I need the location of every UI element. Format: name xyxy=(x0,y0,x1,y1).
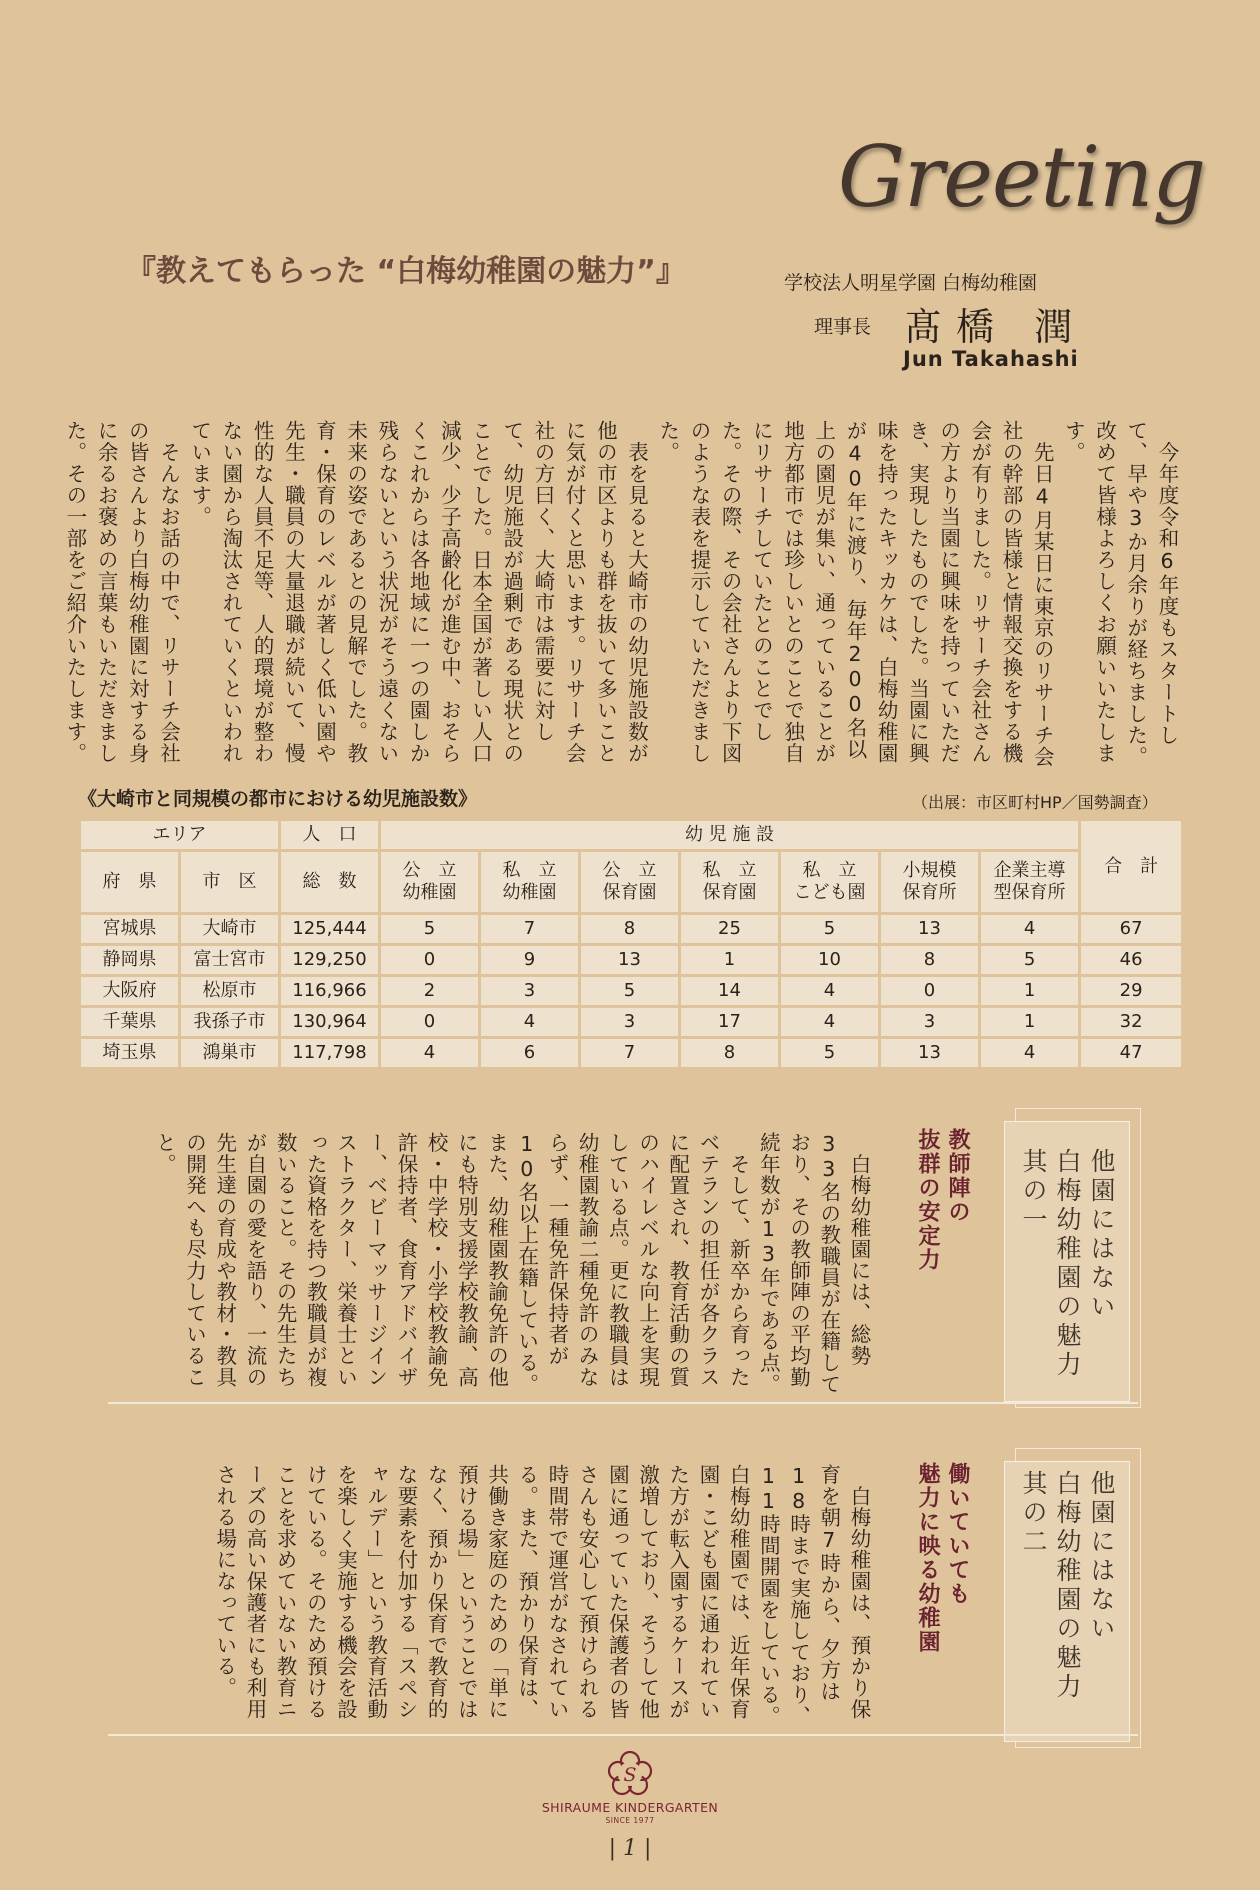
cell-total: 29 xyxy=(1080,976,1183,1007)
cell-value: 5 xyxy=(980,945,1080,976)
cell-value: 10 xyxy=(780,945,880,976)
header-col: 小規模 保育所 xyxy=(880,851,980,914)
header-col: 企業主導 型保育所 xyxy=(980,851,1080,914)
cell-value: 4 xyxy=(980,1038,1080,1069)
cell-prefecture: 大阪府 xyxy=(80,976,180,1007)
greeting-body xyxy=(62,420,1182,780)
cell-value: 5 xyxy=(780,914,880,945)
cell-value: 1 xyxy=(680,945,780,976)
cell-total: 46 xyxy=(1080,945,1183,976)
cell-value: 0 xyxy=(880,976,980,1007)
cell-city: 富士宮市 xyxy=(180,945,280,976)
cell-value: 8 xyxy=(880,945,980,976)
cell-prefecture: 宮城県 xyxy=(80,914,180,945)
cell-city: 松原市 xyxy=(180,976,280,1007)
cell-value: 0 xyxy=(380,945,480,976)
body-paragraph: 表を見ると大崎市の幼児施設数が他の市区よりも群を抜いて多いことに気が付くと思います。リサーチ会社の方曰く、大崎市は需要に対して、幼児施設が過剰である現状とのことでした。日本全国が著しい人口減少、少子高齢化が進む中、おそらくこれからは各地域に一つの園しか残らないという状況がそう遠くない未来の姿であるとの見解でした。教育・保育のレベルが著しく低い園や先生・職員の大量退職が続いて、慢性的な人員不足等、人的環境が整わない園から淘汰されていくといわれています。 xyxy=(187,420,649,764)
cell-value: 13 xyxy=(880,1038,980,1069)
cell-value: 4 xyxy=(380,1038,480,1069)
author-name: 髙橋 潤 xyxy=(904,305,1087,349)
cell-city: 鴻巣市 xyxy=(180,1038,280,1069)
cell-population: 117,798 xyxy=(280,1038,380,1069)
table-row xyxy=(80,1038,1183,1069)
header-city: 市 区 xyxy=(180,851,280,914)
cell-prefecture: 静岡県 xyxy=(80,945,180,976)
cell-value: 4 xyxy=(980,914,1080,945)
cell-value: 4 xyxy=(780,1007,880,1038)
table-row xyxy=(80,914,1183,945)
cell-city: 我孫子市 xyxy=(180,1007,280,1038)
cell-value: 1 xyxy=(980,976,1080,1007)
cell-value: 8 xyxy=(680,1038,780,1069)
article-title: 『教えてもらった “白梅幼稚園の魅力”』 xyxy=(126,254,686,289)
header-col: 私 立 幼稚園 xyxy=(480,851,580,914)
header-total: 合 計 xyxy=(1080,820,1183,914)
cell-population: 116,966 xyxy=(280,976,380,1007)
cell-total: 32 xyxy=(1080,1007,1183,1038)
section1-paragraph: 白梅幼稚園には、総勢33名の教職員が在籍しており、その教師陣の平均勤続年数が13年である点。 xyxy=(756,1132,871,1395)
body-paragraph: そんなお話の中で、リサーチ会社の皆さんより白梅幼稚園に対する身に余るお褒めの言葉もいただきました。その一部をご紹介いたします。 xyxy=(62,420,181,764)
table-row xyxy=(80,976,1183,1007)
table-row xyxy=(80,945,1183,976)
header-col: 私 立 保育園 xyxy=(680,851,780,914)
cell-value: 6 xyxy=(480,1038,580,1069)
table-title: 《大崎市と同規模の都市における幼児施設数》 xyxy=(78,788,478,810)
body-paragraph: 今年度令和6年度もスタートして、早や3か月余りが経ちました。改めて皆様よろしくお願いいたします。 xyxy=(1061,420,1179,768)
section1-body xyxy=(146,1132,874,1404)
cell-value: 5 xyxy=(380,914,480,945)
section2-heading: 働いていても 魅力に映る幼稚園 xyxy=(915,1462,970,1654)
cell-prefecture: 千葉県 xyxy=(80,1007,180,1038)
section1-heading: 教師陣の 抜群の安定力 xyxy=(915,1128,970,1272)
section2-panel-text: 他園にはない 白梅幼稚園の魅力 其の二 xyxy=(1019,1470,1116,1702)
cell-prefecture: 埼玉県 xyxy=(80,1038,180,1069)
header-col: 公 立 幼稚園 xyxy=(380,851,480,914)
cell-value: 4 xyxy=(480,1007,580,1038)
header-population: 人 口 xyxy=(280,820,380,851)
header-count: 総 数 xyxy=(280,851,380,914)
cell-total: 47 xyxy=(1080,1038,1183,1069)
cell-value: 3 xyxy=(580,1007,680,1038)
cell-population: 125,444 xyxy=(280,914,380,945)
cell-value: 13 xyxy=(880,914,980,945)
cell-total: 67 xyxy=(1080,914,1183,945)
header-facilities: 幼 児 施 設 xyxy=(380,820,1080,851)
body-paragraph: 先日4月某日に東京のリサーチ会社の幹部の皆様と情報交換をする機会が有りました。リサーチ会社さんの方より当園に興味を持っていただき、実現したものでした。当園に興味を持ったキッカケは、白梅幼稚園が40年に渡り、毎年200名以上の園児が集い、通っていることが地方都市では珍しいとのことで独自にリサーチしていたとのことでした。その際、その会社さんより下図のような表を提示していただきました。 xyxy=(655,420,1055,768)
header-prefecture: 府 県 xyxy=(80,851,180,914)
section1-panel-text: 他園にはない 白梅幼稚園の魅力 其の一 xyxy=(1019,1148,1116,1380)
header-area: エリア xyxy=(80,820,280,851)
cell-value: 17 xyxy=(680,1007,780,1038)
section2-body xyxy=(146,1464,874,1736)
table-source: （出展：市区町村HP／国勢調査） xyxy=(912,793,1158,812)
cell-value: 3 xyxy=(480,976,580,1007)
cell-value: 25 xyxy=(680,914,780,945)
cell-value: 3 xyxy=(880,1007,980,1038)
brand-name: SHIRAUME KINDERGARTEN xyxy=(541,1800,719,1815)
role-label: 理事長 xyxy=(814,316,872,338)
header-col: 私 立 こども園 xyxy=(780,851,880,914)
svg-text:S: S xyxy=(623,1764,637,1786)
section1-paragraph: そして、新卒から育ったベテランの担任が各クラスに配置され、教育活動の質のハイレベルな向上を実現している点。更に教職員は幼稚園教諭二種免許のみならず、一種免許保持者が10名以上在籍している。また、幼稚園教諭免許の他にも特別支援学校教諭、高校・中学校・小学校教諭免許保持者、食育アドバイザー、ベビーマッサージインストラクター、栄養士といった資格を持つ教職員が複数いること。その先生たちが自園の愛を語り、一流の先生達の育成や教材・教具の開発へも尽力していること。 xyxy=(152,1132,751,1395)
cell-value: 5 xyxy=(580,976,680,1007)
author-name-romaji: Jun Takahashi xyxy=(903,347,1079,371)
cell-value: 9 xyxy=(480,945,580,976)
cell-value: 7 xyxy=(480,914,580,945)
cell-value: 7 xyxy=(580,1038,680,1069)
cell-value: 13 xyxy=(580,945,680,976)
table-row xyxy=(80,1007,1183,1038)
cell-value: 1 xyxy=(980,1007,1080,1038)
school-name: 学校法人明星学園 白梅幼稚園 xyxy=(784,272,1038,294)
section-divider xyxy=(108,1734,1138,1736)
cell-population: 129,250 xyxy=(280,945,380,976)
cell-value: 8 xyxy=(580,914,680,945)
cell-value: 14 xyxy=(680,976,780,1007)
greeting-title: Greeting xyxy=(838,128,1206,226)
facility-table xyxy=(78,818,1184,1070)
section2-paragraph: 白梅幼稚園は、預かり保育を朝7時から、夕方は18時まで実施しており、11時間開園をしている。白梅幼稚園では、近年保育園・こども園に通われていた方が転入園するケースが激増しており、そうして他園に通っていた保護者の皆さんも安心して預けられる時間帯で運営がなされている。また、預かり保育は、共働き家庭のための「単に預ける場」ということではなく、預かり保育で教育的な要素を付加する「スペシャルデー」という教育活動を楽しく実施する機会を設けている。そのため預けることを求めていない教育ニーズの高い保護者にも利用される場になっている。 xyxy=(212,1464,871,1727)
cell-value: 5 xyxy=(780,1038,880,1069)
cell-city: 大崎市 xyxy=(180,914,280,945)
cell-value: 4 xyxy=(780,976,880,1007)
plum-blossom-logo-icon xyxy=(600,1751,660,1799)
header-col: 公 立 保育園 xyxy=(580,851,680,914)
cell-population: 130,964 xyxy=(280,1007,380,1038)
cell-value: 0 xyxy=(380,1007,480,1038)
cell-value: 2 xyxy=(380,976,480,1007)
brand-since: SINCE 1977 xyxy=(605,1816,655,1825)
page-number: | 1 | xyxy=(608,1836,652,1861)
section-divider xyxy=(108,1402,1138,1404)
